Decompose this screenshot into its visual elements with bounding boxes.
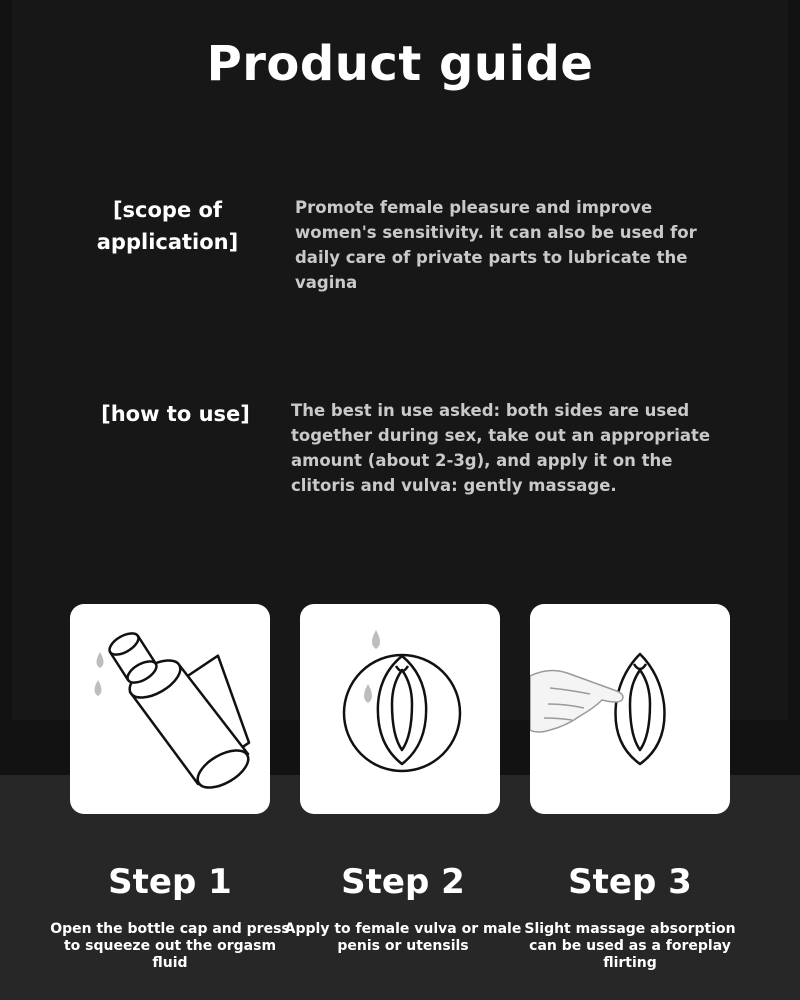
step-2-description: Apply to female vulva or male penis or utensils — [284, 921, 522, 954]
step-1-title: Step 1 — [108, 862, 232, 902]
bottle-icon — [70, 604, 270, 814]
step-2-title: Step 2 — [341, 862, 465, 902]
scope-label: [scope of application] — [96, 198, 239, 254]
how-to-use-text: The best in use asked: both sides are used together during sex, take out an appropriate amount (about 2-3g), and apply it on the clitoris and vulva: gently massage. — [291, 401, 711, 495]
hand-massage-icon — [530, 604, 730, 814]
step-3-card — [530, 604, 730, 814]
page-title: Product guide — [206, 36, 594, 92]
vulva-circle-icon — [300, 604, 500, 814]
scope-text: Promote female pleasure and improve women's sensitivity. it can also be used for daily care of private parts to lubricate the vagina — [295, 198, 697, 292]
step-1-description: Open the bottle cap and press to squeeze out the orgasm fluid — [50, 921, 290, 971]
step-1-card — [70, 604, 270, 814]
step-3-title: Step 3 — [568, 862, 692, 902]
how-to-use-label: [how to use] — [101, 402, 250, 426]
step-3-description: Slight massage absorption can be used as a foreplay flirting — [524, 921, 736, 971]
step-2-card — [300, 604, 500, 814]
